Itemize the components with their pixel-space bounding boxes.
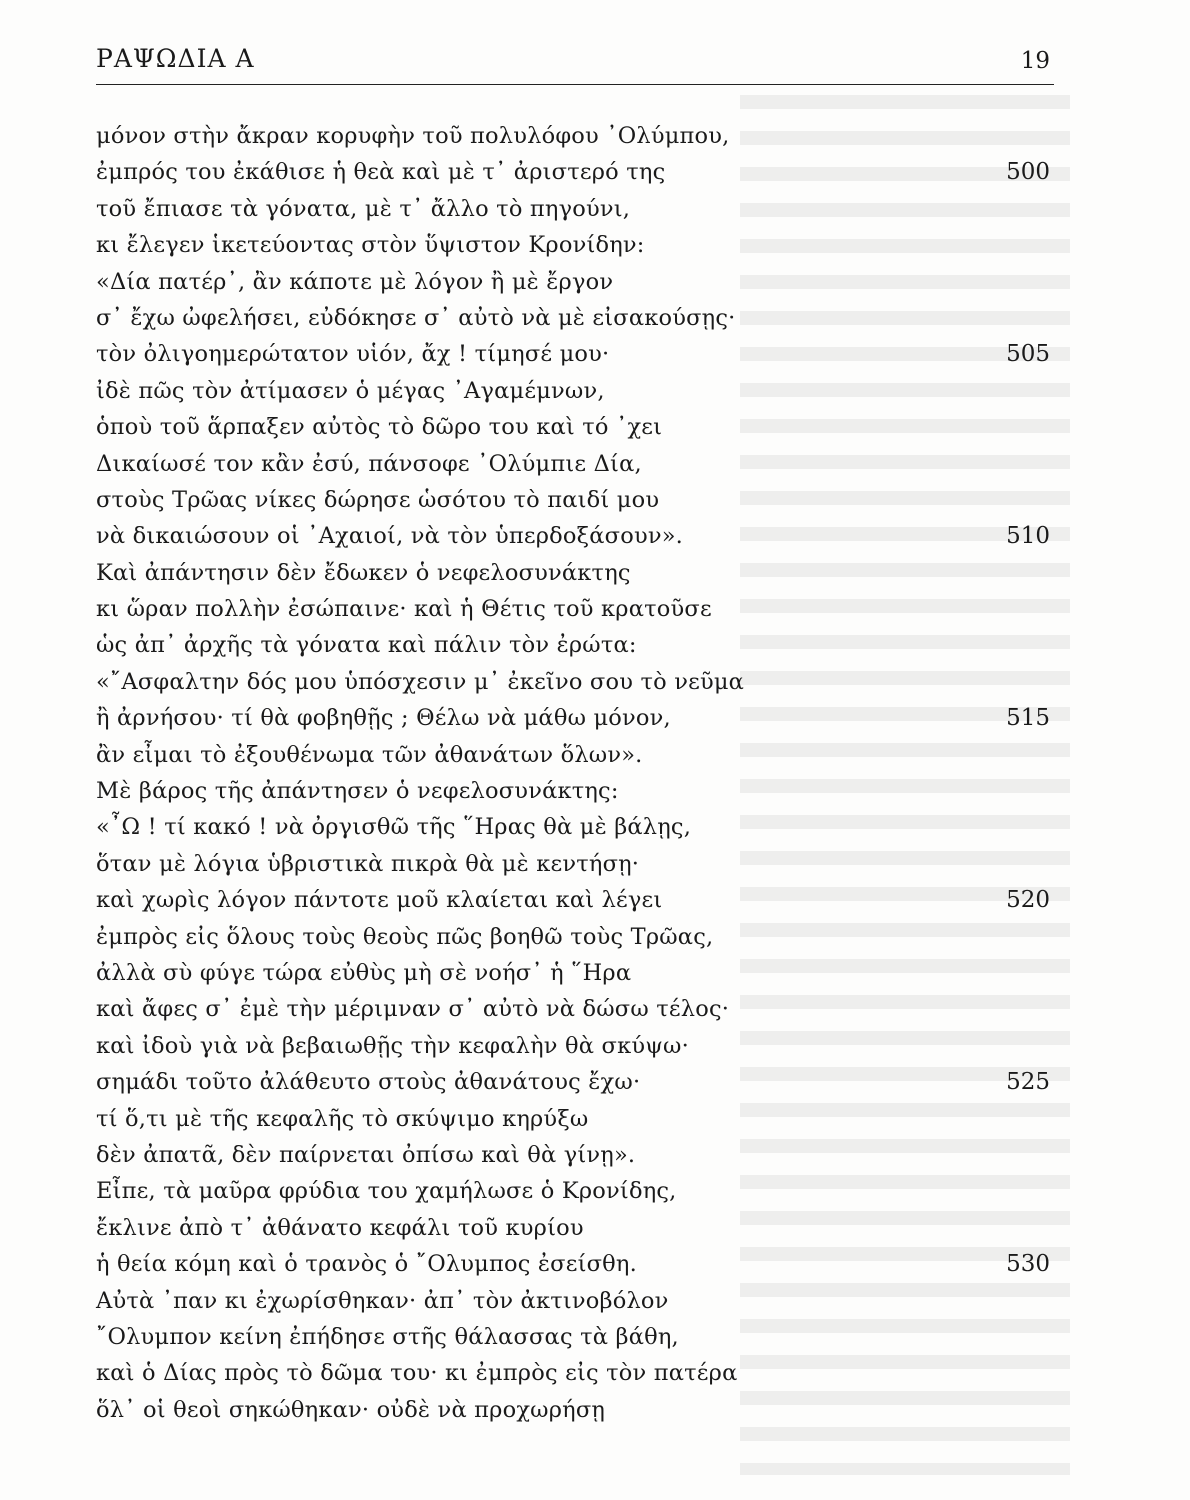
verse-text: μόνον στὴν ἄκραν κορυφὴν τοῦ πολυλόφου ᾿Ολύμπου,: [96, 123, 730, 149]
verse-line: [96, 1392, 1054, 1428]
verse-text: ἀλλὰ σὺ φύγε τώρα εὐθὺς μὴ σὲ νοήσ᾿ ἡ ῞Ηρα: [96, 959, 632, 986]
verse-text: Αὐτὰ ᾿παν κι ἐχωρίσθηκαν· ἀπ᾿ τὸν ἀκτινοβόλον: [96, 1287, 669, 1314]
page-header: [96, 40, 1054, 88]
page-number: 19: [1020, 48, 1050, 74]
verse-line: [96, 919, 1054, 955]
verse-text: καὶ ὁ Δίας πρὸς τὸ δῶμα του· κι ἐμπρὸς εἰς τὸν πατέρα: [96, 1360, 738, 1387]
verse-line: [96, 773, 1054, 809]
verse-text: ἔκλινε ἀπὸ τ᾿ ἀθάνατο κεφάλι τοῦ κυρίου: [96, 1214, 584, 1241]
verse-text: ἐμπρὸς εἰς ὅλους τοὺς θεοὺς πῶς βοηθῶ τοὺς Τρῶας,: [96, 923, 714, 950]
verse-line: [96, 737, 1054, 773]
line-number: 520: [1006, 887, 1050, 914]
verse-line: [96, 1355, 1054, 1391]
line-number: 525: [1006, 1069, 1050, 1096]
verse-line: [96, 154, 1054, 190]
verse-line: [96, 591, 1054, 627]
verse-text: Δικαίωσέ τον κἂν ἐσύ, πάνσοφε ᾿Ολύμπιε Δία,: [96, 450, 642, 477]
verse-text: ὡς ἀπ᾿ ἀρχῆς τὰ γόνατα καὶ πάλιν τὸν ἐρώτα:: [96, 632, 637, 659]
verse-line: [96, 1246, 1054, 1282]
verse-line: [96, 1319, 1054, 1355]
verse-line: [96, 664, 1054, 700]
line-number: 510: [1006, 523, 1050, 550]
verse-text: «῏Ω ! τί κακό ! νὰ ὀργισθῶ τῆς ῞Ηρας θὰ μὲ βάλῃς,: [96, 814, 692, 841]
verse-line: [96, 1064, 1054, 1100]
verse-line: [96, 955, 1054, 991]
running-title: ΡΑΨΩΔΙΑ Α: [96, 44, 255, 73]
verse-line: [96, 882, 1054, 918]
verse-line: [96, 227, 1054, 263]
verse-text: στοὺς Τρῶας νίκες δώρησε ὡσότου τὸ παιδί μου: [96, 486, 660, 513]
verse-text: τί ὅ,τι μὲ τῆς κεφαλῆς τὸ σκύψιμο κηρύξω: [96, 1105, 589, 1132]
verse-text: Εἶπε, τὰ μαῦρα φρύδια του χαμήλωσε ὁ Κρονίδης,: [96, 1178, 677, 1205]
verse-line: [96, 336, 1054, 372]
verse-text: καὶ χωρὶς λόγον πάντοτε μοῦ κλαίεται καὶ λέγει: [96, 887, 663, 914]
verse-line: [96, 1283, 1054, 1319]
verse-line: [96, 846, 1054, 882]
verse-line: [96, 700, 1054, 736]
verse-text: ὅλ᾿ οἱ θεοὶ σηκώθηκαν· οὐδὲ νὰ προχωρήσῃ: [96, 1396, 606, 1423]
verse-text: «῎Ασφαλτην δός μου ὑπόσχεσιν μ᾿ ἐκεῖνο σου τὸ νεῦμα: [96, 668, 745, 695]
verse-line: [96, 555, 1054, 591]
line-number: 505: [1006, 341, 1050, 368]
verse-text: ῎Ολυμπον κείνη ἐπήδησε στῆς θάλασσας τὰ βάθη,: [96, 1323, 679, 1350]
verse-text: Καὶ ἀπάντησιν δὲν ἔδωκεν ὁ νεφελοσυνάκτης: [96, 559, 631, 586]
verse-text: κι ἔλεγεν ἱκετεύοντας στὸν ὕψιστον Κρονίδην:: [96, 232, 645, 259]
verse-line: [96, 809, 1054, 845]
line-number: 500: [1006, 159, 1050, 186]
verse-line: [96, 1101, 1054, 1137]
verse-line: [96, 264, 1054, 300]
verse-line: [96, 373, 1054, 409]
line-number: 515: [1006, 705, 1050, 732]
verse-text: σημάδι τοῦτο ἀλάθευτο στοὺς ἀθανάτους ἔχω·: [96, 1069, 641, 1096]
verse-text: ἡ θεία κόμη καὶ ὁ τρανὸς ὁ ῎Ολυμπος ἐσείσθη.: [96, 1251, 637, 1278]
verse-block: [96, 118, 1054, 1428]
verse-text: δὲν ἀπατᾶ, δὲν παίρνεται ὀπίσω καὶ θὰ γίνῃ».: [96, 1141, 636, 1168]
verse-line: [96, 1210, 1054, 1246]
header-rule: [96, 84, 1054, 85]
verse-line: [96, 191, 1054, 227]
verse-line: [96, 1173, 1054, 1209]
verse-text: «Δία πατέρ᾿, ἂν κάποτε μὲ λόγον ἢ μὲ ἔργον: [96, 268, 614, 295]
verse-line: [96, 1028, 1054, 1064]
verse-line: [96, 518, 1054, 554]
verse-text: καὶ ἰδοὺ γιὰ νὰ βεβαιωθῇς τὴν κεφαλὴν θὰ σκύψω·: [96, 1032, 689, 1059]
verse-line: [96, 991, 1054, 1027]
verse-text: Μὲ βάρος τῆς ἀπάντησεν ὁ νεφελοσυνάκτης:: [96, 778, 619, 805]
line-number: 530: [1006, 1251, 1050, 1278]
verse-line: [96, 1137, 1054, 1173]
verse-text: ἰδὲ πῶς τὸν ἀτίμασεν ὁ μέγας ᾿Αγαμέμνων,: [96, 377, 605, 404]
verse-line: [96, 446, 1054, 482]
verse-line: [96, 300, 1054, 336]
verse-text: κι ὥραν πολλὴν ἐσώπαινε· καὶ ἡ Θέτις τοῦ κρατοῦσε: [96, 596, 712, 623]
verse-line: [96, 627, 1054, 663]
verse-text: καὶ ἄφες σ᾿ ἐμὲ τὴν μέριμναν σ᾿ αὐτὸ νὰ δώσω τέλος·: [96, 996, 730, 1023]
verse-line: [96, 409, 1054, 445]
verse-text: ἢ ἀρνήσου· τί θὰ φοβηθῇς ; Θέλω νὰ μάθω μόνον,: [96, 705, 671, 732]
verse-text: ἐμπρός του ἐκάθισε ἡ θεὰ καὶ μὲ τ᾿ ἀριστερό της: [96, 159, 666, 186]
verse-line: [96, 118, 1054, 154]
verse-text: ὅταν μὲ λόγια ὑβριστικὰ πικρὰ θὰ μὲ κεντήσῃ·: [96, 850, 640, 877]
verse-text: τοῦ ἔπιασε τὰ γόνατα, μὲ τ᾿ ἄλλο τὸ πηγούνι,: [96, 195, 631, 222]
verse-text: τὸν ὀλιγοημερώτατον υἱόν, ἄχ ! τίμησέ μου·: [96, 341, 610, 368]
verse-text: σ᾿ ἔχω ὠφελήσει, εὐδόκησε σ᾿ αὐτὸ νὰ μὲ εἰσακούσῃς·: [96, 304, 736, 331]
verse-text: ὁποὺ τοῦ ἅρπαξεν αὐτὸς τὸ δῶρο του καὶ τό ᾿χει: [96, 414, 663, 441]
verse-line: [96, 482, 1054, 518]
verse-text: ἂν εἶμαι τὸ ἐξουθένωμα τῶν ἀθανάτων ὅλων».: [96, 741, 643, 768]
verse-text: νὰ δικαιώσουν οἱ ᾿Αχαιοί, νὰ τὸν ὑπερδοξάσουν».: [96, 523, 684, 550]
